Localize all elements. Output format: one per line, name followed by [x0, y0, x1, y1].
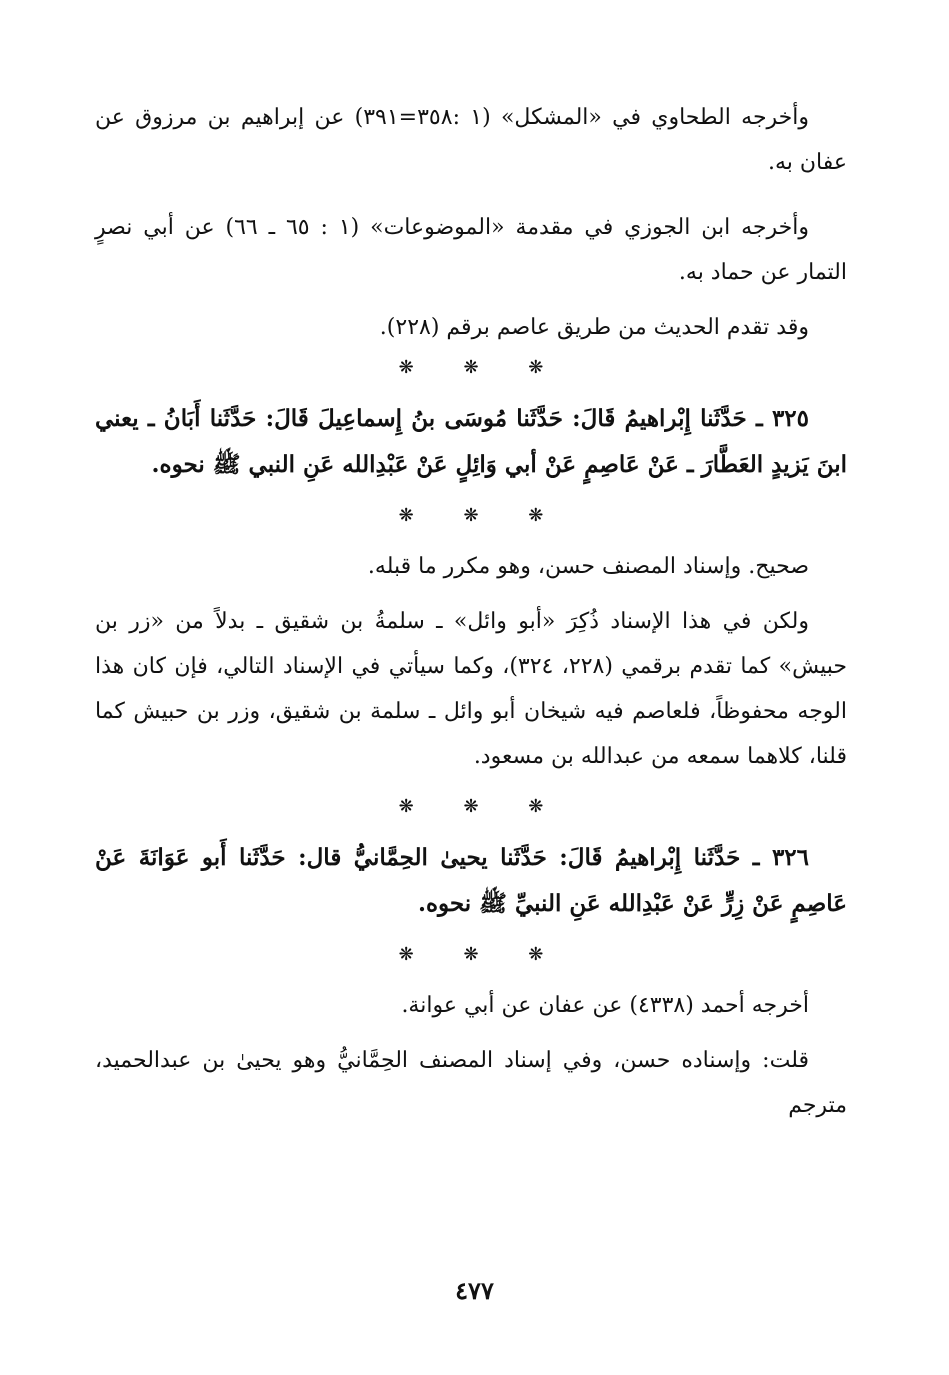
paragraph-ibn-jawzi: وأخرجه ابن الجوزي في مقدمة «الموضوعات» (١ : ٦٥ ـ ٦٦) عن أبي نصرٍ التمار عن حماد به.	[95, 215, 847, 285]
section-separator: ❋ ❋ ❋	[398, 944, 566, 965]
section-separator: ❋ ❋ ❋	[398, 796, 566, 817]
paragraph-cross-reference: وقد تقدم الحديث من طريق عاصم برقم (٢٢٨).	[379, 315, 809, 340]
section-separator: ❋ ❋ ❋	[398, 357, 566, 378]
paragraph-comment: قلت: وإسناده حسن، وفي إسناد المصنف الحِمَّانيُّ وهو يحيىٰ بن عبدالحميد، مترجم	[95, 1048, 847, 1118]
paragraph-ahmad: أخرجه أحمد (٤٣٣٨) عن عفان عن أبي عوانة.	[401, 993, 809, 1018]
paragraph-isnad-note: ولكن في هذا الإسناد ذُكِرَ «أبو وائل» ـ سلمةُ بن شقيق ـ بدلاً من «زر بن حبيش» كما تقدم برقمي (٢٢٨، ٣٢٤)، وكما سيأتي في الإسناد التالي، فإن كان هذا الوجه محفوظاً، فلعاصم فيه شيخان أبو وائل ـ سلمة بن شقيق، وزر بن حبيش كما قلنا، كلاهما سمعه من عبدالله بن مسعود.	[95, 609, 848, 769]
page-body	[95, 95, 847, 1128]
page-number: ٤٧٧	[455, 1276, 494, 1305]
paragraph-grading: صحيح. وإسناد المصنف حسن، وهو مكرر ما قبله.	[367, 554, 809, 579]
hadith-326: ٣٢٦ ـ حَدَّثَنا إِبْراهيمُ قَالَ: حَدَّثَنا يحيىٰ الحِمَّانيُّ قال: حَدَّثَنا أَبو عَوَانَةَ عَنْ عَاصِمٍ عَنْ زِرٍّ عَنْ عَبْدِالله عَنِ النبيِّ ﷺ نحوه.	[95, 844, 847, 917]
hadith-325: ٣٢٥ ـ حَدَّثَنا إِبْراهيمُ قَالَ: حَدَّثَنا مُوسَى بنُ إِسماعِيلَ قَالَ: حَدَّثَنا أَبَانُ ـ يعني ابنَ يَزيدٍ العَطَّارَ ـ عَنْ عَاصِمٍ عَنْ أبي وَائِلٍ عَنْ عَبْدِالله عَنِ النبي ﷺ نحوه.	[95, 405, 847, 478]
paragraph-tahawi: وأخرجه الطحاوي في «المشكل» (١ :٣٥٨=٣٩١) عن إبراهيم بن مرزوق عن عفان به.	[95, 105, 847, 175]
section-separator: ❋ ❋ ❋	[398, 505, 566, 526]
